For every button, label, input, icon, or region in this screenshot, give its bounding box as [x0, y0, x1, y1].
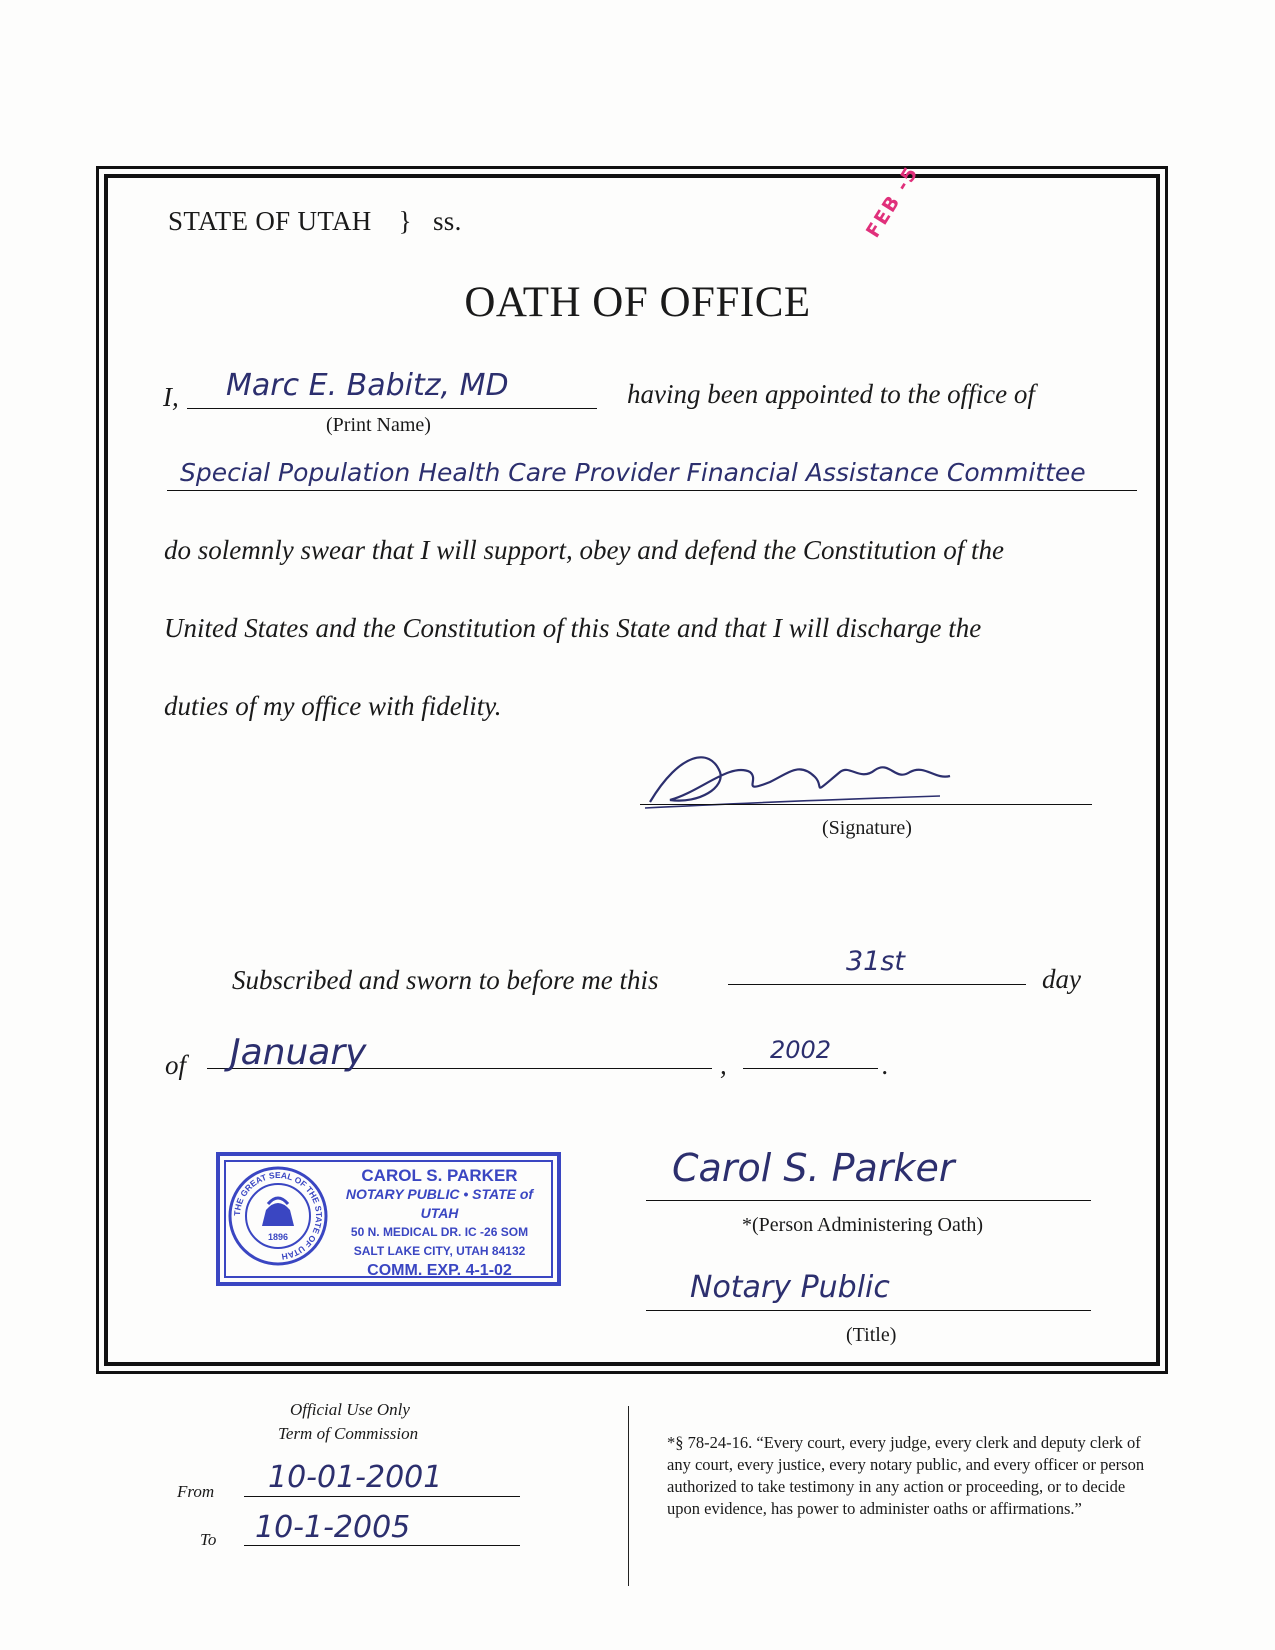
seal-ring-text: THE GREAT SEAL OF THE STATE OF UTAH — [231, 1169, 325, 1262]
day-value: 31st — [846, 946, 906, 977]
footer-divider — [628, 1406, 629, 1586]
appointed-text: having been appointed to the office of — [627, 379, 1035, 409]
state-heading — [168, 206, 462, 237]
notary-city: SALT LAKE CITY, UTAH 84132 — [353, 1244, 526, 1258]
title-caption: (Title) — [846, 1324, 897, 1346]
period: . — [882, 1050, 889, 1080]
seal-year: 1896 — [267, 1232, 289, 1242]
printed-name: Marc E. Babitz, MD — [226, 368, 509, 403]
administrator-title: Notary Public — [690, 1270, 890, 1305]
day-line — [728, 984, 1026, 985]
comma: , — [720, 1050, 727, 1080]
statute-footnote: *§ 78-24-16. “Every court, every judge, every clerk and deputy clerk of any court, every justice, every notary public, and every officer or person authorized to take testimony in any action or proceeding, or to decide upon evidence, has power to administer oaths or affirmations.” — [667, 1433, 1145, 1518]
document-title: OATH OF OFFICE — [464, 279, 811, 326]
office-name: Special Population Health Care Provider Financial Assistance Committee — [180, 458, 1086, 487]
notary-name: CAROL S. PARKER — [361, 1166, 518, 1185]
notary-address: 50 N. MEDICAL DR. IC -26 SOM — [350, 1225, 529, 1239]
official-use-heading: Official Use Only — [290, 1400, 410, 1419]
state-ss: ss. — [432, 206, 462, 236]
administrator-caption: *(Person Administering Oath) — [742, 1214, 984, 1236]
to-value: 10-1-2005 — [255, 1510, 411, 1545]
notary-stamp-text — [332, 1166, 547, 1280]
notary-stamp — [216, 1152, 561, 1286]
office-line — [167, 490, 1137, 491]
state-brace: } — [398, 206, 412, 236]
print-name-caption: (Print Name) — [326, 414, 431, 436]
year-line — [743, 1068, 878, 1069]
of-label: of — [165, 1050, 187, 1080]
oath-line-1: do solemnly swear that I will support, obey and defend the Constitution of the — [164, 535, 1004, 565]
oath-line-2: United States and the Constitution of this State and that I will discharge the — [164, 613, 982, 643]
day-label: day — [1042, 964, 1081, 994]
signature-caption: (Signature) — [822, 817, 912, 839]
state-seal-icon — [228, 1166, 328, 1266]
subscribed-text: Subscribed and sworn to before me this — [232, 965, 659, 995]
oath-signature — [640, 742, 1000, 817]
from-label: From — [177, 1482, 215, 1501]
state-label: STATE OF UTAH — [168, 206, 372, 236]
administrator-signature: Carol S. Parker — [672, 1146, 955, 1190]
year-value: 2002 — [770, 1036, 832, 1064]
from-value: 10-01-2001 — [268, 1460, 443, 1495]
notary-commission-expiry: COMM. EXP. 4-1-02 — [367, 1262, 512, 1279]
name-line — [187, 408, 597, 409]
oath-prefix: I, — [163, 382, 179, 412]
from-line — [244, 1496, 520, 1497]
oath-line-3: duties of my office with fidelity. — [164, 691, 502, 721]
month-value: January — [230, 1032, 367, 1073]
administrator-line — [646, 1200, 1091, 1201]
notary-title: NOTARY PUBLIC • STATE of UTAH — [345, 1186, 534, 1221]
term-heading: Term of Commission — [278, 1424, 419, 1443]
received-date-stamp: FEB -5 — [862, 162, 924, 242]
to-label: To — [200, 1530, 217, 1549]
to-line — [244, 1545, 520, 1546]
title-line — [646, 1310, 1091, 1311]
signature-line — [640, 804, 1092, 805]
